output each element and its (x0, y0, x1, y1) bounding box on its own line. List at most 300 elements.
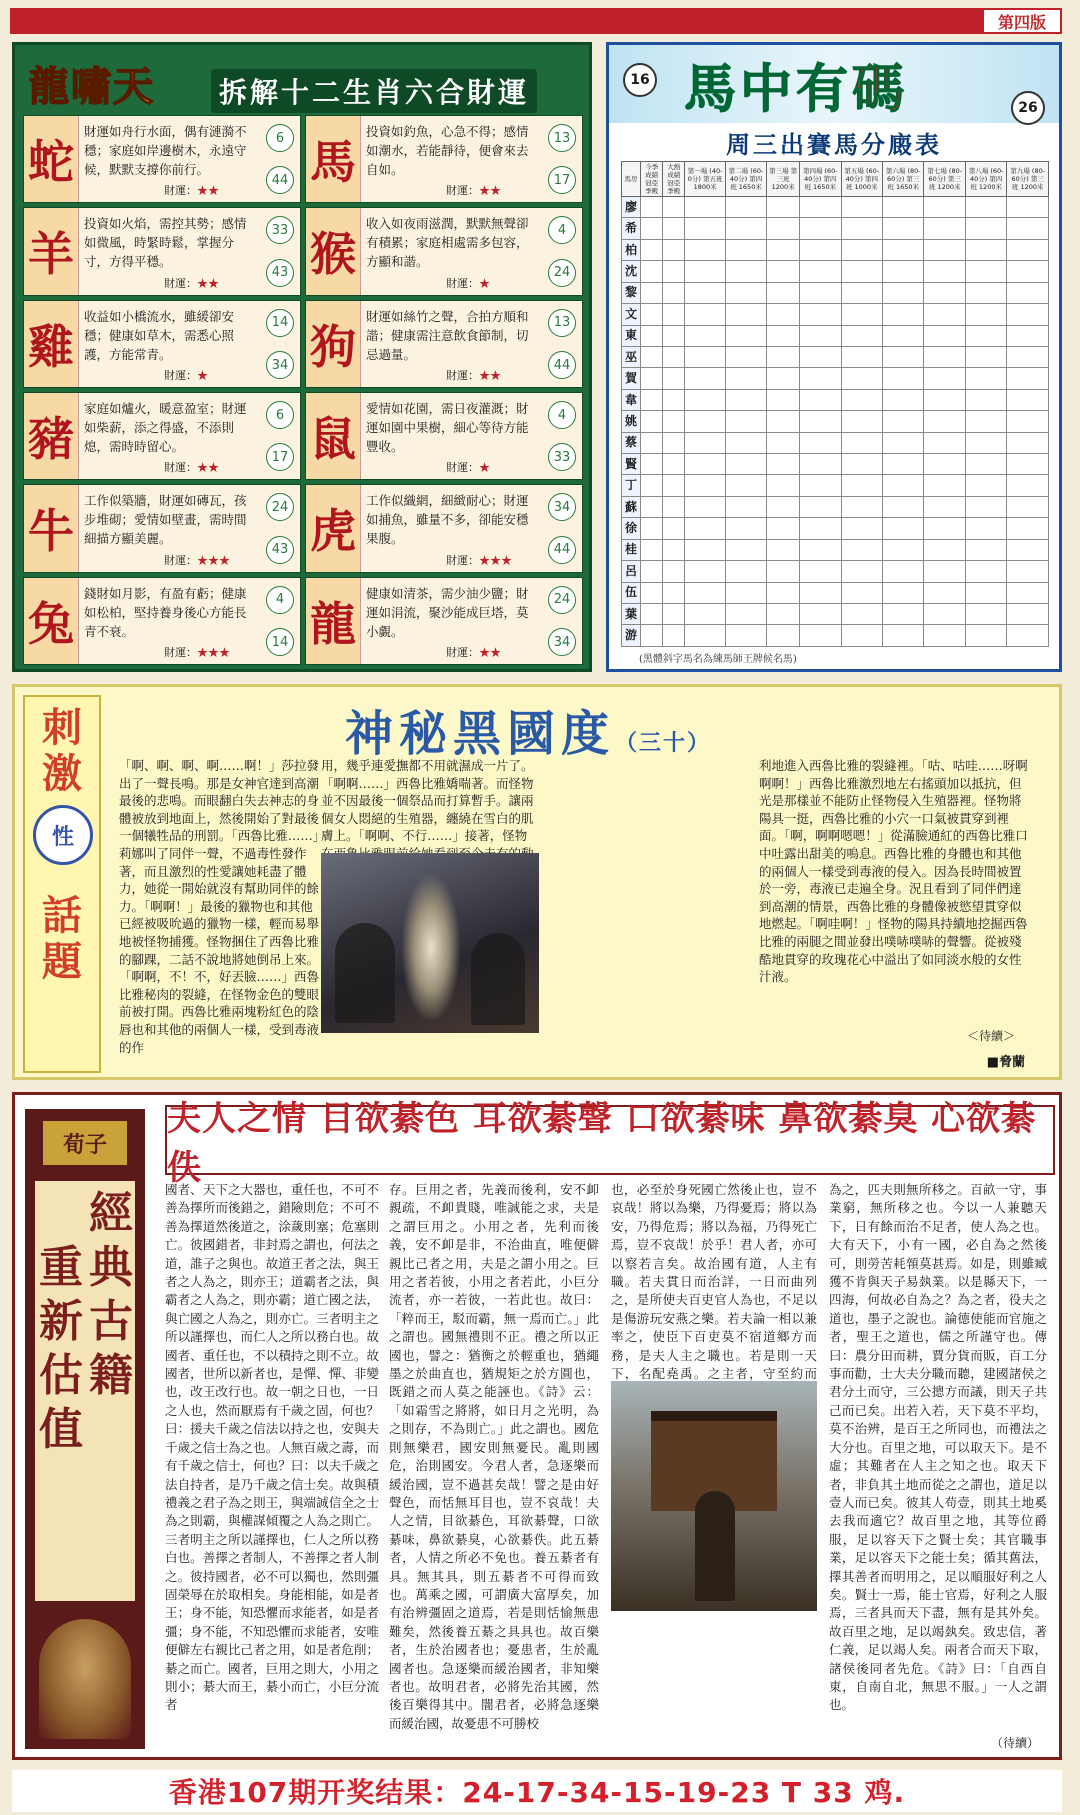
table-cell (1007, 368, 1049, 389)
table-cell (800, 218, 841, 239)
table-cell (1007, 625, 1049, 647)
wealth-label: 財運： (164, 184, 197, 198)
story-col-1 (119, 757, 319, 1056)
zodiac-header (23, 51, 583, 109)
table-cell (965, 261, 1006, 282)
lucky-number: 34 (266, 351, 294, 379)
table-cell (767, 518, 800, 539)
lucky-number: 13 (548, 124, 576, 152)
table-cell (883, 432, 924, 453)
table-cell (641, 604, 663, 625)
table-cell (800, 261, 841, 282)
table-cell (800, 454, 841, 475)
classic-col-4-text: 為之，匹夫則無所移之。百畝一守，事業窮，無所移之也。今以一人兼聽天下，日有餘而治不足者，使人為之也。大有天下，小有一國，必自為之然後可，則勞苦耗顇莫甚焉。如是，則雖臧獲不肯與天子易埶業。以是縣天下，一四海，何故必自為之？為之者，役夫之道也，墨子之說也。論德使能而官施之者，聖王之道也，儒之所謹守也。傳曰：農分田而耕，賈分貨而販，百工分事而勸，士大夫分職而聽，建國諸侯之君分土而守，三公摠方而議，則天子共己而已矣。出若入若，天下莫不平均，莫不治辨，是百王之所同也，而禮法之大分也。百里之地，可以取天下。是不虛；其難者在人主之知之也。取天下者，非負其土地而從之之謂也，道足以壹人而已矣。彼其人苟壹，則其土地奚去我而適它？故百里之地，其等位爵服，足以容天下之賢士矣；其官職事業，足以容天下之能士矣；循其舊法，擇其善者而明用之，足以順服好利之人矣。賢士一焉，能士官焉，好利之人服焉，三者具而天下盡，無有是其外矣。故百里之地，足以竭埶矣。致忠信，著仁義，足以竭人矣。兩者合而天下取，諸侯後同者先危。《詩》曰：「自西自東，自南自北，無思不服。」一人之謂也。 (829, 1182, 1047, 1713)
table-cell (965, 539, 1006, 560)
horse-col-header: 馬房 (622, 162, 641, 197)
table-cell (1007, 282, 1049, 303)
zodiac-wealth (446, 552, 512, 568)
table-cell (965, 368, 1006, 389)
table-cell (663, 218, 685, 239)
table-cell (965, 432, 1006, 453)
zodiac-text: 財運如舟行水面，偶有漣漪不穩；家庭如岸邊樹木，永遠守候，默默支撐你前行。 (84, 124, 247, 177)
table-cell (841, 282, 882, 303)
horse-col-header: 大熱成績 冠亞季殿 (663, 162, 685, 197)
lucky-number: 34 (548, 628, 576, 656)
table-cell (841, 346, 882, 367)
table-cell (767, 218, 800, 239)
table-cell (883, 389, 924, 410)
table-cell (883, 325, 924, 346)
table-cell (1007, 346, 1049, 367)
classic-headline: 夫人之情 目欲綦色 耳欲綦聲 口欲綦味 鼻欲綦臭 心欲綦佚 (165, 1105, 1055, 1175)
side-a: 經典古籍 (89, 1188, 133, 1401)
table-cell (800, 325, 841, 346)
zodiac-name: 豬 (24, 393, 79, 479)
table-cell (1007, 197, 1049, 218)
zodiac-name: 牛 (24, 485, 79, 571)
table-cell (725, 496, 766, 517)
lucky-number: 6 (266, 124, 294, 152)
story-panel (12, 684, 1062, 1080)
table-cell (800, 368, 841, 389)
table-cell (685, 346, 725, 367)
wealth-stars: ★ (479, 276, 490, 290)
table-cell (841, 389, 882, 410)
table-cell (767, 325, 800, 346)
table-cell (641, 197, 663, 218)
table-cell (1007, 604, 1049, 625)
table-row (622, 197, 1049, 218)
table-cell (685, 282, 725, 303)
story-side-tag (23, 695, 101, 1073)
table-cell (767, 604, 800, 625)
zodiac-brand: 龍嘯天 (29, 63, 155, 110)
table-cell (883, 368, 924, 389)
table-cell (641, 218, 663, 239)
table-cell (965, 325, 1006, 346)
table-cell (725, 368, 766, 389)
horse-title (684, 47, 908, 122)
table-cell (800, 625, 841, 647)
table-cell (641, 282, 663, 303)
trainer-name: 伍 (622, 582, 641, 603)
lucky-number: 44 (266, 166, 294, 194)
zodiac-panel (12, 42, 592, 672)
table-cell (725, 518, 766, 539)
table-cell (841, 518, 882, 539)
wealth-stars: ★★ (479, 184, 501, 198)
table-cell (841, 218, 882, 239)
story-col-1-text: 「啊、啊、啊、啊……啊！」莎拉發出了一聲長鳴。那是女神官達到高潮最後的悲鳴。而眼翻白失去神志的身體被放到地面上，然後開始了對最後一個犧牲品的刑罰。「西魯比雅……」莉娜叫了同伴一聲，不過毒性發作著，而且激烈的性愛讓她耗盡了體力，她從一開始就沒有幫助同伴的餘力。「啊啊！」最後的獵物也和其他已經被吸吮過的獵物一樣，輕而易舉地被怪物捕獲。怪物捆住了西魯比雅的腳踝，二話不說地將她倒吊上來。「啊啊，不！不，好丟臉……」西魯比雅秘肉的裂縫，在怪物金色的雙眼前被打開。西魯比雅兩塊粉紅色的陰唇也和其他的兩個人一樣，受到毒液的作 (119, 758, 320, 1055)
table-cell (685, 454, 725, 475)
table-cell (641, 304, 663, 325)
table-cell (767, 368, 800, 389)
table-cell (685, 304, 725, 325)
classic-continued: （待續） (990, 1736, 1039, 1750)
table-cell (767, 496, 800, 517)
table-cell (725, 454, 766, 475)
table-cell (841, 261, 882, 282)
table-cell (1007, 518, 1049, 539)
wealth-stars: ★★ (479, 646, 501, 659)
lucky-number: 13 (548, 309, 576, 337)
table-cell (924, 518, 965, 539)
table-cell (924, 454, 965, 475)
table-cell (725, 604, 766, 625)
wealth-label: 財運： (164, 461, 197, 475)
table-cell (663, 604, 685, 625)
wealth-stars: ★★ (197, 184, 219, 198)
story-part: （三十） (615, 730, 712, 756)
table-cell (924, 475, 965, 496)
table-cell (663, 518, 685, 539)
table-cell (685, 261, 725, 282)
table-row (622, 582, 1049, 603)
table-cell (725, 282, 766, 303)
lucky-number: 14 (266, 309, 294, 337)
wealth-label: 財運： (164, 369, 197, 382)
story-illustration (321, 853, 539, 1033)
badge-right: 26 (1011, 91, 1045, 125)
lucky-number: 33 (266, 216, 294, 244)
wealth-label: 財運： (164, 646, 197, 659)
zodiac-wealth (446, 275, 490, 291)
table-row (622, 346, 1049, 367)
classic-col-2-text: 存。巨用之者，先義而後利，安不卹親疏，不卹貴賤，唯誠能之求，夫是之謂巨用之。小用之者，先利而後義，安不卹是非，不治曲直，唯便僻親比己者之用，夫是之謂小用之。巨用之者若彼，小用之者若此，小巨分流者，亦一若彼，一若此也。故曰：「粹而王，駁而霸，無一焉而亡。」此之謂也。國無禮則不正。禮之所以正國也，譬之：猶衡之於輕重也，猶繩墨之於曲直也，猶規矩之於方圓也，既錯之而人莫之能誣也。《詩》云：「如霜雪之將將，如日月之光明，為之則存，不為則亡。」此之謂也。國危則無樂君，國安則無憂民。亂則國危，治則國安。今君人者，急逐樂而緩治國，豈不過甚矣哉！譬之是由好聲色，而恬無耳目也，豈不哀哉！夫人之情，目欲綦色，耳欲綦聲，口欲綦味，鼻欲綦臭，心欲綦佚。此五綦者，人情之所必不免也。養五綦者有具。無其具，則五綦者不可得而致也。萬乘之國，可謂廣大富厚矣，加有治辨彊固之道焉，若是則恬愉無患難矣，然後養五綦之具具也。故百樂者，生於治國者也；憂患者，生於亂國者也。急逐樂而緩治國者，非知樂者也。故明君者，必將先治其國，然後百樂得其中。闇君者，必將急逐樂而緩治國，故憂患不可勝校 (389, 1182, 599, 1731)
zodiac-subtitle: 拆解十二生肖六合財運 (211, 69, 537, 113)
table-cell (1007, 561, 1049, 582)
table-cell (663, 432, 685, 453)
table-cell (685, 518, 725, 539)
table-cell (641, 432, 663, 453)
zodiac-grid (23, 115, 583, 665)
table-cell (924, 239, 965, 260)
table-cell (883, 454, 924, 475)
table-cell (883, 304, 924, 325)
table-cell (767, 625, 800, 647)
classic-scroll (25, 1109, 145, 1749)
classic-scroll-inner (35, 1181, 135, 1601)
wealth-label: 財運： (446, 461, 479, 475)
table-cell (641, 539, 663, 560)
table-cell (841, 304, 882, 325)
zodiac-wealth (164, 182, 219, 198)
table-cell (641, 475, 663, 496)
horse-col-header: 今季成績 冠亞季殿 (641, 162, 663, 197)
table-cell (641, 368, 663, 389)
classic-col-2 (389, 1181, 599, 1733)
story-continued: ＜待續＞ (966, 1029, 1015, 1043)
zodiac-name: 蛇 (24, 116, 79, 202)
table-cell (883, 218, 924, 239)
zodiac-wealth (446, 182, 501, 198)
zodiac-text: 錢財如月影，有盈有虧；健康如松柏，堅持養身後心方能長青不衰。 (84, 585, 247, 639)
table-cell (883, 539, 924, 560)
table-cell (767, 539, 800, 560)
table-cell (1007, 261, 1049, 282)
table-cell (1007, 496, 1049, 517)
table-cell (800, 475, 841, 496)
table-cell (800, 197, 841, 218)
wealth-label: 財運： (446, 276, 479, 290)
table-cell (725, 625, 766, 647)
table-cell (641, 561, 663, 582)
table-cell (725, 218, 766, 239)
zodiac-name: 鼠 (306, 393, 361, 479)
table-cell (1007, 432, 1049, 453)
horse-col-header: 第七場 (80-60分) 第三班 1200米 (924, 162, 965, 197)
table-cell (663, 304, 685, 325)
table-cell (641, 496, 663, 517)
table-cell (965, 475, 1006, 496)
zodiac-cell (23, 577, 301, 665)
table-cell (841, 539, 882, 560)
table-row (622, 389, 1049, 410)
table-cell (767, 282, 800, 303)
table-cell (883, 625, 924, 647)
table-cell (767, 239, 800, 260)
table-row (622, 368, 1049, 389)
table-cell (1007, 239, 1049, 260)
table-cell (663, 475, 685, 496)
table-row (622, 625, 1049, 647)
table-cell (725, 411, 766, 432)
lucky-number: 24 (548, 586, 576, 614)
wealth-label: 財運： (446, 184, 479, 198)
horse-col-header: 第二場 (60-40分) 第四班 1650米 (725, 162, 766, 197)
zodiac-wealth (164, 275, 219, 291)
trainer-name: 賀 (622, 368, 641, 389)
zodiac-wealth (446, 644, 501, 660)
classic-col-1 (165, 1181, 379, 1715)
page-number: 第四版 (982, 8, 1062, 34)
trainer-name: 韋 (622, 389, 641, 410)
table-cell (663, 561, 685, 582)
table-cell (924, 582, 965, 603)
table-cell (800, 561, 841, 582)
table-cell (1007, 389, 1049, 410)
table-cell (841, 325, 882, 346)
table-row (622, 475, 1049, 496)
classic-tag: 荀子 (43, 1121, 127, 1165)
trainer-name: 東 (622, 325, 641, 346)
trainer-name: 呂 (622, 561, 641, 582)
table-cell (924, 304, 965, 325)
table-cell (965, 454, 1006, 475)
zodiac-wealth (164, 367, 208, 383)
badge-left: 16 (623, 63, 657, 97)
table-cell (663, 625, 685, 647)
table-cell (924, 604, 965, 625)
table-cell (883, 239, 924, 260)
table-cell (663, 325, 685, 346)
lucky-number: 44 (548, 351, 576, 379)
zodiac-wealth (164, 459, 219, 475)
trainer-name: 葉 (622, 604, 641, 625)
zodiac-name: 猴 (306, 208, 361, 294)
table-cell (641, 411, 663, 432)
lucky-number: 43 (266, 536, 294, 564)
wealth-stars: ★★★ (479, 553, 512, 567)
table-cell (965, 582, 1006, 603)
horse-col-header: 第三場 第三班 1200米 (767, 162, 800, 197)
table-cell (965, 239, 1006, 260)
table-cell (725, 582, 766, 603)
table-cell (725, 346, 766, 367)
zodiac-cell (23, 207, 301, 295)
classic-col-3-text: 也，必至於身死國亡然後止也，豈不哀哉！將以為樂，乃得憂焉；將以為安，乃得危焉；將以為福，乃得死亡焉，豈不哀哉！於乎！君人者，亦可以察若言矣。故治國有道，人主有職。若夫貫日而治詳，一日而曲列之，是所使夫百吏官人為也，不足以是傷游玩安燕之樂。若夫論一相以兼率之，使臣下百吏莫不宿道鄉方而務，是夫人主之職也。若是則一天下，名配堯禹。之主者，守至約而 (611, 1182, 817, 1382)
table-cell (883, 561, 924, 582)
table-cell (767, 411, 800, 432)
lucky-number: 17 (266, 443, 294, 471)
table-cell (641, 261, 663, 282)
trainer-name: 沈 (622, 261, 641, 282)
table-cell (883, 282, 924, 303)
table-cell (841, 582, 882, 603)
zodiac-cell (305, 207, 583, 295)
table-cell (685, 561, 725, 582)
zodiac-cell (305, 392, 583, 480)
story-title-text: 神秘黑國度 (345, 706, 616, 762)
side-b: 重新估值 (39, 1242, 83, 1455)
table-cell (663, 261, 685, 282)
wealth-stars: ★★ (197, 461, 219, 475)
table-cell (883, 582, 924, 603)
zodiac-cell (305, 300, 583, 388)
table-cell (641, 325, 663, 346)
trainer-name: 希 (622, 218, 641, 239)
lucky-number: 24 (266, 493, 294, 521)
horse-col-header: 第九場 (80-60分) 第三班 1200米 (1007, 162, 1049, 197)
table-cell (965, 389, 1006, 410)
table-cell (1007, 304, 1049, 325)
table-row (622, 325, 1049, 346)
zodiac-name: 馬 (306, 116, 361, 202)
zodiac-name: 羊 (24, 208, 79, 294)
horse-col-header: 第五場 (60-40分) 第四班 1000米 (841, 162, 882, 197)
table-cell (663, 411, 685, 432)
zodiac-name: 龍 (306, 578, 361, 664)
zodiac-text: 收益如小橋流水，雖緩卻安穩；健康如草木，需悉心照護，方能常青。 (84, 308, 235, 362)
table-cell (800, 518, 841, 539)
trainer-name: 黎 (622, 282, 641, 303)
table-cell (841, 475, 882, 496)
wealth-stars: ★ (479, 461, 490, 475)
table-cell (883, 518, 924, 539)
table-cell (965, 197, 1006, 218)
table-cell (663, 454, 685, 475)
lucky-number: 34 (548, 493, 576, 521)
trainer-name: 賢 (622, 454, 641, 475)
table-cell (641, 454, 663, 475)
table-cell (965, 304, 1006, 325)
story-col-3-text: 利地進入西魯比雅的裂縫裡。「咕、咕哇……呀啊啊啊！」西魯比雅激烈地左右搖頭加以抵抗，但光是那樣並不能防止怪物侵入生殖器裡。怪物將陽具一挺，西魯比雅的小穴一口氣被貫穿到裡面。「啊，啊啊嗯嗯！」從滿臉通紅的西魯比雅口中吐露出甜美的嗚息。西魯比雅的身體也和其他的兩個人一樣受到毒液的侵入。因為長時間被置於一旁，毒液已走遍全身。況且看到了同伴們達到高潮的情景，西魯比雅的身體像被慾望貫穿似地燃起。「啊哇啊！」怪物的陽具持續地挖掘西魯比雅的兩腿之間並發出噗哧噗哧的聲響。從被殘酷地貫穿的玫瑰花心中溢出了如同淡水般的女性汁液。 (759, 758, 1028, 985)
table-cell (767, 304, 800, 325)
table-cell (685, 411, 725, 432)
table-cell (841, 604, 882, 625)
table-cell (725, 475, 766, 496)
table-cell (641, 389, 663, 410)
story-col-2-top (321, 757, 539, 851)
zodiac-text: 愛情如花園，需日夜灌溉；財運如園中果樹，細心等待方能豐收。 (366, 401, 529, 454)
table-cell (841, 496, 882, 517)
table-row (622, 518, 1049, 539)
table-cell (685, 368, 725, 389)
trainer-name: 文 (622, 304, 641, 325)
side-bottom: 話題 (42, 892, 82, 985)
table-cell (883, 604, 924, 625)
table-cell (965, 346, 1006, 367)
horse-title-b: 碼 (852, 59, 909, 120)
lucky-number: 6 (266, 401, 294, 429)
wealth-stars: ★★★ (197, 646, 230, 659)
lucky-number: 44 (548, 536, 576, 564)
lucky-number: 4 (548, 401, 576, 429)
table-cell (841, 561, 882, 582)
table-cell (965, 518, 1006, 539)
table-cell (841, 432, 882, 453)
table-cell (800, 432, 841, 453)
table-cell (725, 197, 766, 218)
table-cell (841, 411, 882, 432)
zodiac-cell (305, 577, 583, 665)
classic-illustration (611, 1381, 817, 1611)
table-row (622, 432, 1049, 453)
table-cell (800, 346, 841, 367)
table-cell (725, 261, 766, 282)
table-cell (965, 625, 1006, 647)
table-cell (1007, 582, 1049, 603)
table-cell (685, 475, 725, 496)
wealth-label: 財運： (446, 646, 479, 659)
table-cell (725, 239, 766, 260)
table-cell (725, 304, 766, 325)
table-row (622, 282, 1049, 303)
table-row (622, 261, 1049, 282)
table-cell (641, 518, 663, 539)
zodiac-text: 收入如夜雨滋潤，默默無聲卻有積累；家庭相處需多包容，方顯和諧。 (366, 216, 529, 270)
table-cell (685, 325, 725, 346)
xunzi-portrait (39, 1619, 131, 1739)
table-cell (685, 432, 725, 453)
table-cell (800, 539, 841, 560)
table-row (622, 218, 1049, 239)
table-cell (1007, 325, 1049, 346)
trainer-name: 廖 (622, 197, 641, 218)
table-cell (725, 325, 766, 346)
table-cell (965, 411, 1006, 432)
table-cell (685, 389, 725, 410)
classic-col-4 (829, 1181, 1047, 1741)
table-cell (767, 261, 800, 282)
classic-col-3 (611, 1181, 817, 1382)
table-cell (663, 539, 685, 560)
table-cell (841, 454, 882, 475)
table-cell (800, 239, 841, 260)
table-row (622, 496, 1049, 517)
horse-subtitle: 周三出賽馬分廄表 (726, 130, 942, 159)
horse-banner (609, 45, 1059, 123)
zodiac-wealth (164, 644, 230, 660)
wealth-label: 財運： (446, 369, 479, 382)
wealth-stars: ★★★ (197, 553, 230, 567)
table-cell (725, 539, 766, 560)
story-col-3 (759, 757, 1031, 986)
table-cell (641, 346, 663, 367)
zodiac-name: 狗 (306, 301, 361, 387)
trainer-name: 丁 (622, 475, 641, 496)
lucky-number: 33 (548, 443, 576, 471)
